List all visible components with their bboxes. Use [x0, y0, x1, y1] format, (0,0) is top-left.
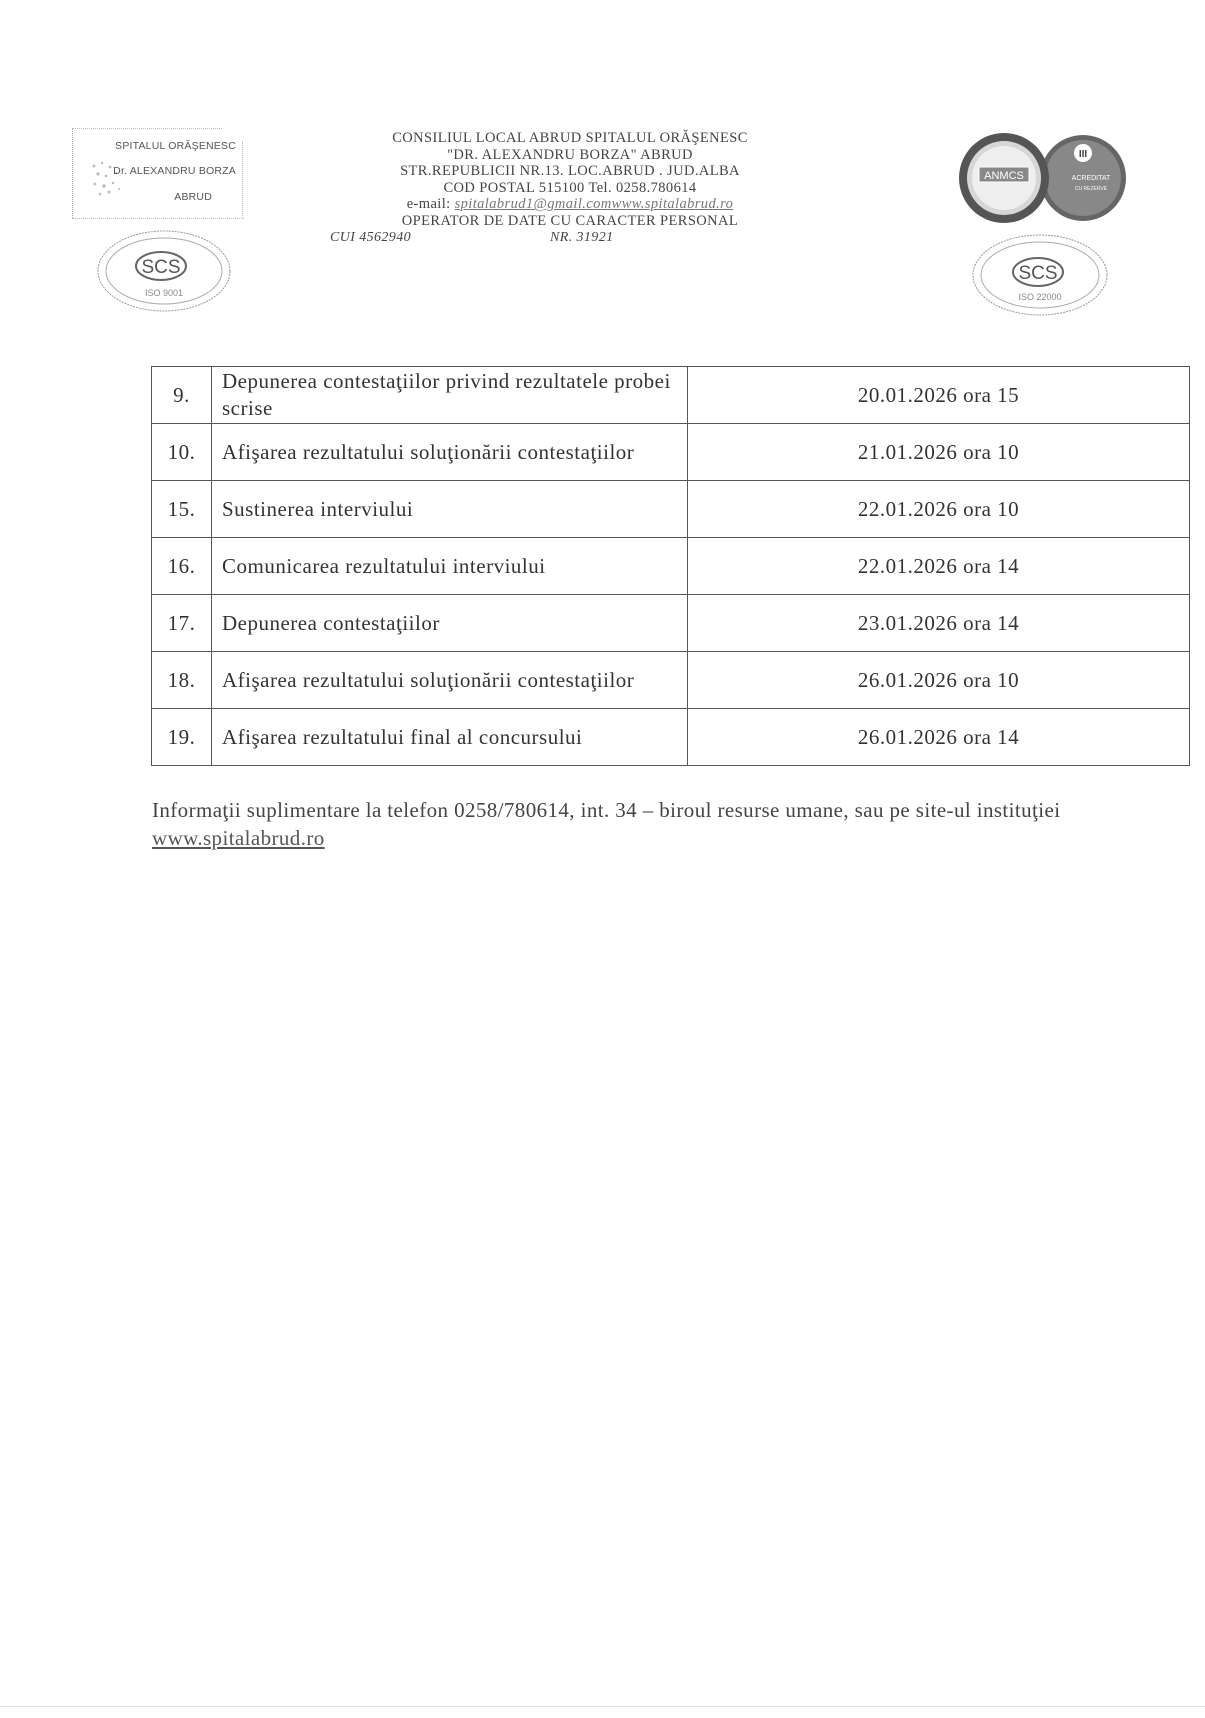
letterhead-line-1: CONSILIUL LOCAL ABRUD SPITALUL ORĂŞENESC: [392, 130, 748, 146]
activity-cell: Afişarea rezultatului soluţionării contestaţiilor: [212, 424, 688, 481]
scs-iso22000-seal: [970, 232, 1110, 318]
letterhead: [300, 130, 840, 247]
table-row: [152, 424, 1190, 481]
activity-cell: Sustinerea interviului: [212, 481, 688, 538]
row-number: 17.: [152, 595, 212, 652]
date-cell: 26.01.2026 ora 10: [688, 652, 1190, 709]
additional-info: [152, 796, 1202, 852]
date-cell: 26.01.2026 ora 14: [688, 709, 1190, 766]
schedule-table: [151, 366, 1190, 766]
anmcs-seal-icon: [952, 132, 1134, 224]
email-link[interactable]: spitalabrud1@gmail.comwww.spitalabrud.ro: [454, 196, 734, 213]
scs-seal-icon: [970, 232, 1110, 318]
letterhead-line-2: "DR. ALEXANDRU BORZA" ABRUD: [447, 146, 693, 163]
iso-standard-text: ISO 22000: [1018, 292, 1062, 302]
info-text: Informaţii suplimentare la telefon 0258/780614, int. 34 – biroul resurse umane, sau pe site-ul instituţiei: [152, 798, 1061, 822]
date-cell: 23.01.2026 ora 14: [688, 595, 1190, 652]
accreditation-status: ACREDITAT: [1071, 175, 1111, 182]
scs-seal-text: SCS: [141, 257, 181, 278]
table-row: [152, 481, 1190, 538]
anmcs-label: ANMCS: [984, 170, 1024, 182]
row-number: 16.: [152, 538, 212, 595]
schedule-table-body: [152, 367, 1190, 766]
letterhead-line-3: STR.REPUBLICII NR.13. LOC.ABRUD . JUD.ALBA: [400, 163, 740, 180]
activity-cell: Comunicarea rezultatului interviului: [212, 538, 688, 595]
activity-cell: Depunerea contestaţiilor privind rezultatele probei scrise: [212, 367, 688, 424]
date-cell: 21.01.2026 ora 10: [688, 424, 1190, 481]
row-number: 9.: [152, 367, 212, 424]
registration-number: NR. 31921: [550, 229, 614, 245]
registration-line: [300, 230, 840, 247]
table-row: [152, 538, 1190, 595]
table-row: [152, 595, 1190, 652]
accreditation-note: CU REZERVE: [1074, 186, 1108, 192]
row-number: 15.: [152, 481, 212, 538]
table-row: [152, 709, 1190, 766]
website-link[interactable]: www.spitalabrud.ro: [152, 826, 325, 850]
logo-line-3: ABRUD: [174, 191, 212, 203]
accreditation-level: III: [1078, 149, 1088, 160]
row-number: 19.: [152, 709, 212, 766]
activity-cell: Depunerea contestaţiilor: [212, 595, 688, 652]
scs-seal-text: SCS: [1018, 263, 1058, 284]
table-row: [152, 367, 1190, 424]
date-cell: 20.01.2026 ora 15: [688, 367, 1190, 424]
letterhead-line-4: COD POSTAL 515100 Tel. 0258.780614: [443, 179, 697, 196]
cui-number: CUI 4562940: [330, 229, 412, 245]
anmcs-accreditation-seal: [952, 132, 1134, 224]
date-cell: 22.01.2026 ora 10: [688, 481, 1190, 538]
letterhead-email-line: [300, 196, 840, 213]
hospital-logo: [72, 128, 244, 220]
row-number: 18.: [152, 652, 212, 709]
logo-line-1: SPITALUL ORĂŞENESC: [115, 140, 236, 152]
page-edge-divider: [0, 1706, 1205, 1707]
scs-iso9001-seal: [95, 228, 233, 314]
iso-standard-text: ISO 9001: [144, 288, 184, 298]
scs-seal-icon: [95, 228, 233, 314]
letterhead-line-6: OPERATOR DE DATE CU CARACTER PERSONAL: [401, 212, 739, 229]
activity-cell: Afişarea rezultatului final al concursului: [212, 709, 688, 766]
email-label: e-mail:: [406, 196, 455, 213]
activity-cell: Afişarea rezultatului soluţionării contestaţiilor: [212, 652, 688, 709]
logo-line-2: Dr. ALEXANDRU BORZA: [113, 165, 236, 177]
row-number: 10.: [152, 424, 212, 481]
date-cell: 22.01.2026 ora 14: [688, 538, 1190, 595]
table-row: [152, 652, 1190, 709]
